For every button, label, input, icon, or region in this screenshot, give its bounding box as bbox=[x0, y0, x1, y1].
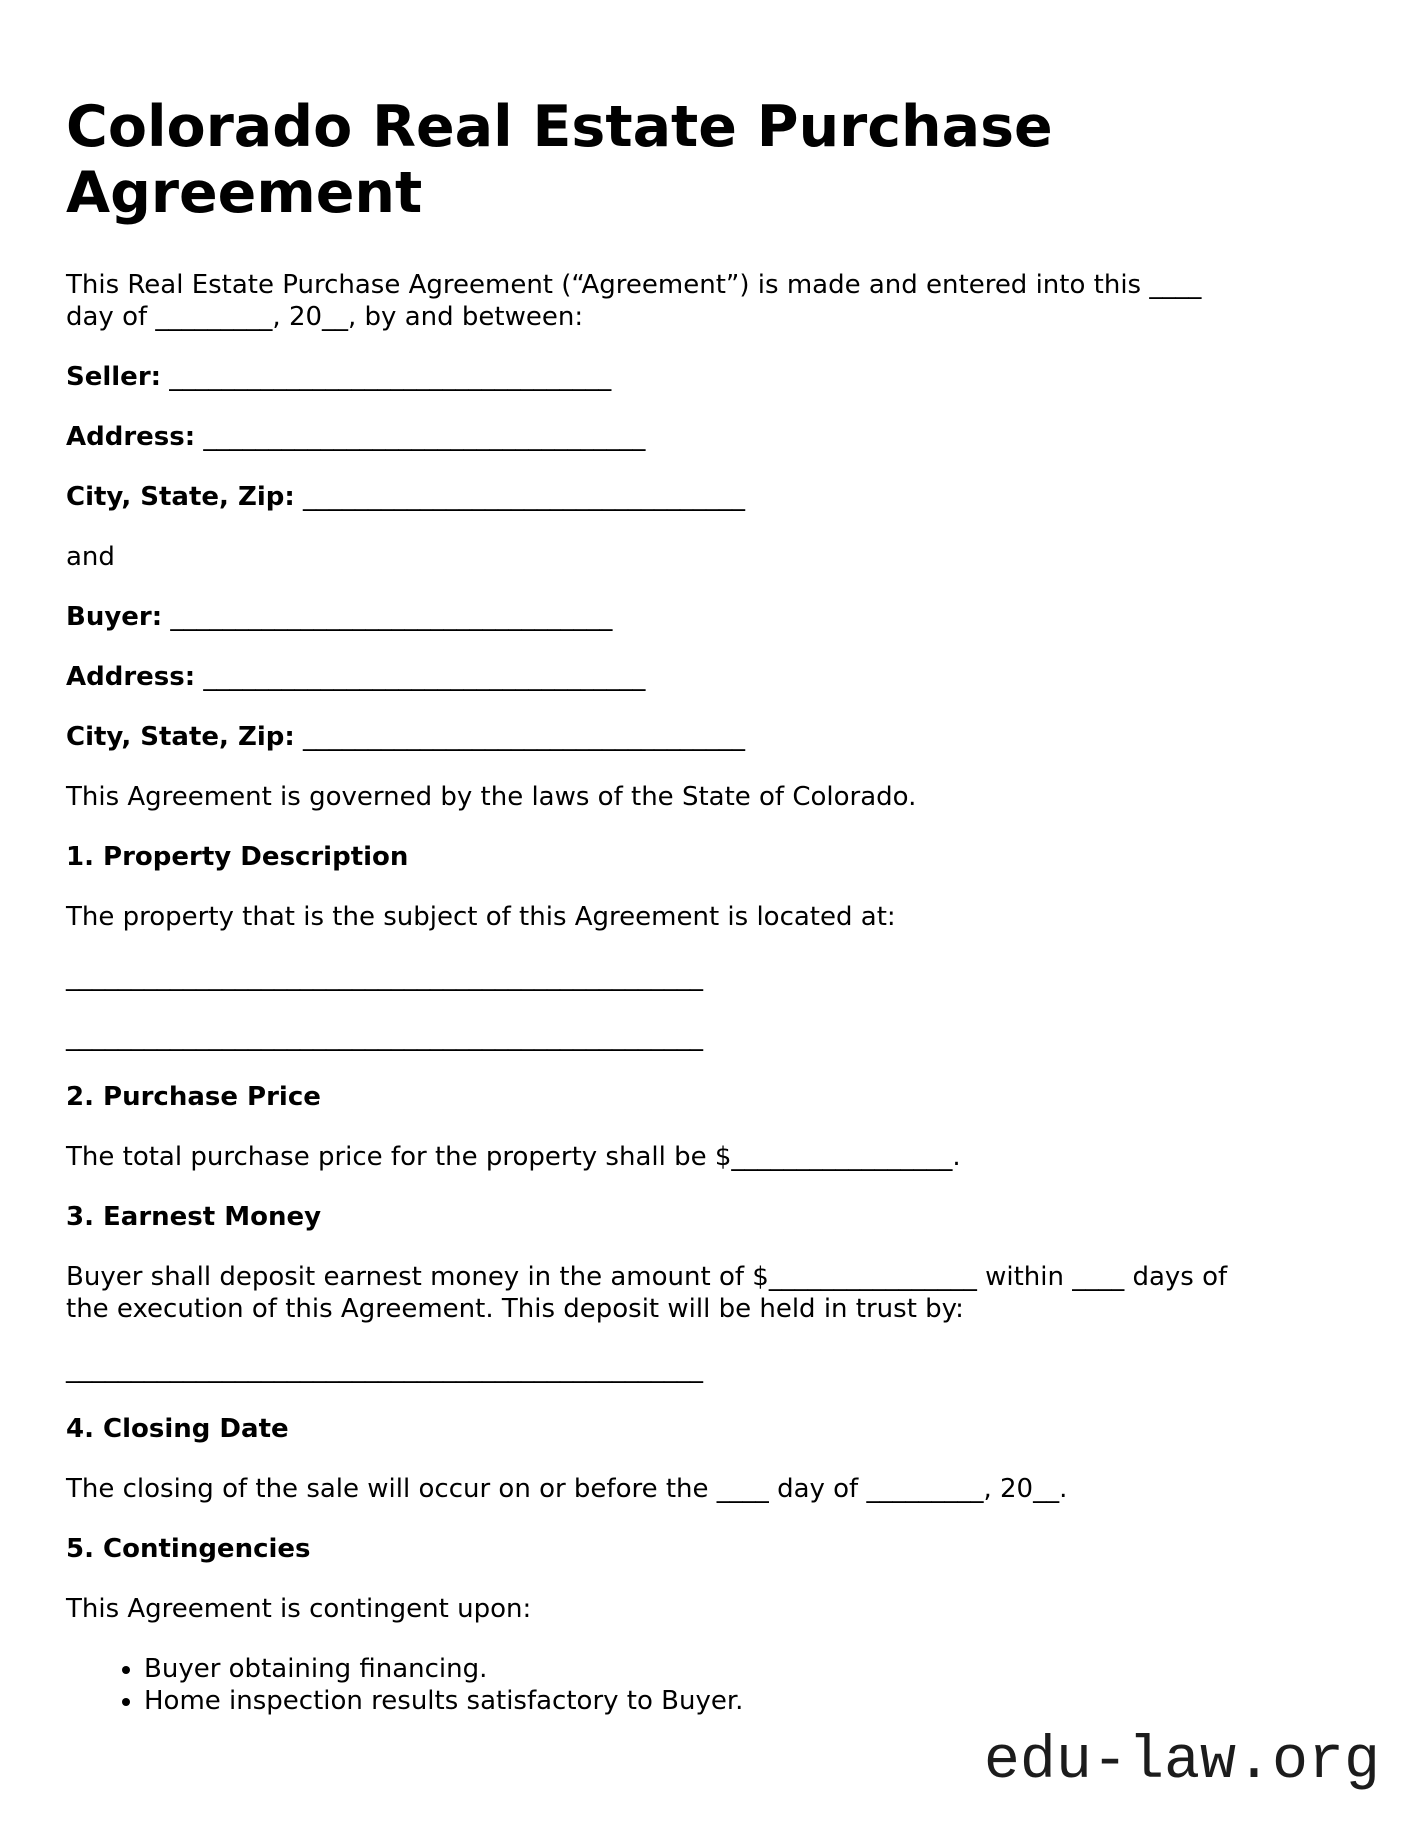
seller-label: Seller: bbox=[66, 362, 162, 392]
watermark-text: edu-law.org bbox=[983, 1728, 1380, 1796]
intro-line-2: day of _________, 20__, by and between: bbox=[66, 302, 584, 332]
connector-text: and bbox=[66, 542, 115, 572]
document-page bbox=[66, 94, 1380, 1796]
buyer-city-state-zip-label: City, State, Zip: bbox=[66, 722, 295, 752]
section-3-body-line-1: Buyer shall deposit earnest money in the amount of $________________ within ____ days of bbox=[66, 1262, 1228, 1292]
buyer-address-blank-line: __________________________________ bbox=[195, 662, 646, 692]
buyer-city-state-zip-blank-line: __________________________________ bbox=[294, 722, 746, 752]
seller-city-state-zip-label: City, State, Zip: bbox=[66, 482, 295, 512]
section-1-body: The property that is the subject of this Agreement is located at: bbox=[66, 902, 896, 932]
buyer-city-state-zip-row bbox=[66, 721, 1350, 753]
property-blank-line-1: _________________________________________________ bbox=[66, 962, 703, 992]
governing-law-text: This Agreement is governed by the laws of the State of Colorado. bbox=[66, 782, 917, 812]
trust-blank-line: _________________________________________________ bbox=[66, 1354, 703, 1384]
section-3-body bbox=[66, 1261, 1350, 1325]
section-2-body: The total purchase price for the property shall be $_________________. bbox=[66, 1142, 961, 1172]
page-title: Colorado Real Estate Purchase Agreement bbox=[66, 94, 1053, 226]
buyer-blank-line: __________________________________ bbox=[162, 602, 613, 632]
property-blank-line-2: _________________________________________________ bbox=[66, 1022, 703, 1052]
seller-address-blank-line: __________________________________ bbox=[195, 422, 646, 452]
seller-city-state-zip-blank-line: __________________________________ bbox=[294, 482, 746, 512]
seller-city-state-zip-row bbox=[66, 481, 1350, 513]
section-5-body: This Agreement is contingent upon: bbox=[66, 1594, 532, 1624]
section-2-heading: 2. Purchase Price bbox=[66, 1082, 321, 1112]
buyer-label: Buyer: bbox=[66, 602, 163, 632]
contingency-list bbox=[66, 1653, 1350, 1717]
contingency-item-inspection: • Home inspection results satisfactory to Buyer. bbox=[144, 1685, 1350, 1717]
section-4-body: The closing of the sale will occur on or before the ____ day of _________, 20__. bbox=[66, 1474, 1068, 1504]
contingency-item-financing: • Buyer obtaining financing. bbox=[144, 1653, 1350, 1685]
seller-address-label: Address: bbox=[66, 422, 196, 452]
section-3-heading: 3. Earnest Money bbox=[66, 1202, 322, 1232]
buyer-address-row bbox=[66, 661, 1350, 693]
section-5-heading: 5. Contingencies bbox=[66, 1534, 311, 1564]
seller-blank-line: __________________________________ bbox=[161, 362, 612, 392]
intro-paragraph bbox=[66, 269, 1350, 333]
seller-address-row bbox=[66, 421, 1350, 453]
buyer-row bbox=[66, 601, 1350, 633]
buyer-address-label: Address: bbox=[66, 662, 196, 692]
seller-row bbox=[66, 361, 1350, 393]
section-1-heading: 1. Property Description bbox=[66, 842, 409, 872]
section-3-body-line-2: the execution of this Agreement. This deposit will be held in trust by: bbox=[66, 1294, 964, 1324]
intro-line-1: This Real Estate Purchase Agreement (“Agreement”) is made and entered into this ____ bbox=[66, 270, 1202, 300]
section-4-heading: 4. Closing Date bbox=[66, 1414, 289, 1444]
